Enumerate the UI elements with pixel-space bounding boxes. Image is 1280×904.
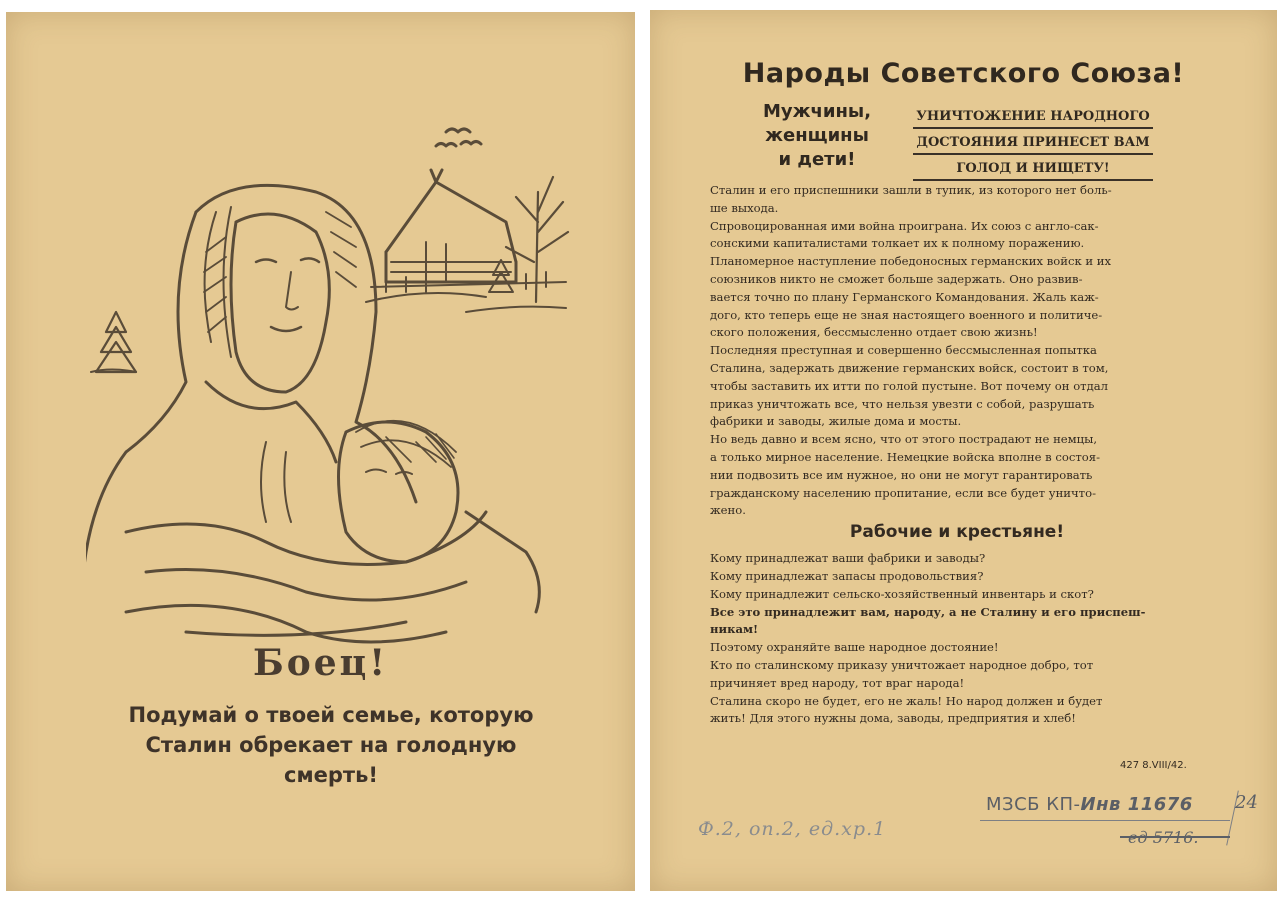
- museum-stamp: [986, 794, 1193, 815]
- workers-line: Кому принадлежат ваши фабрики и заводы?: [710, 551, 986, 566]
- leaflet-title: Народы Советского Союза!: [742, 58, 1185, 89]
- subtitle-line: женщины: [765, 125, 869, 146]
- stamp-number: 24: [1235, 792, 1258, 813]
- body-line: нии подвозить все им нужное, но они не могут гарантировать: [710, 467, 1093, 482]
- right-leaflet-page: [650, 10, 1277, 891]
- body-line: жено.: [710, 503, 746, 518]
- leaflet-warning: [908, 106, 1158, 184]
- print-code: 427 8.VIII/42.: [1120, 760, 1187, 771]
- bird-2: [461, 142, 481, 145]
- body-line: вается точно по плану Германского Командования. Жаль каж-: [710, 289, 1099, 304]
- body-line: Последняя преступная и совершенно бессмысленная попытка: [710, 343, 1097, 358]
- workers-line: Кому принадлежит сельско-хозяйственный инвентарь и скот?: [710, 586, 1094, 601]
- body-line: дого, кто теперь еще не зная настоящего военного и политиче-: [710, 307, 1103, 322]
- body-line: сонскими капиталистами толкает их к полному поражению.: [710, 236, 1085, 251]
- subtitle-line: и дети!: [778, 149, 856, 170]
- bird-3: [436, 144, 456, 147]
- warning-line: ГОЛОД И НИЩЕТУ!: [913, 158, 1153, 181]
- stamp-inventory: Инв 11676: [1080, 794, 1193, 815]
- workers-line: Все это принадлежит вам, народу, а не Сталину и его приспеш-: [710, 604, 1146, 619]
- bird-1: [446, 129, 470, 132]
- left-heading: Боец!: [252, 642, 389, 684]
- body-line: союзников никто не сможет больше задержать. Оно развив-: [710, 271, 1083, 286]
- leaflet-subtitle: [742, 100, 892, 172]
- body-line: Планомерное наступление победоносных германских войск и их: [710, 254, 1112, 269]
- workers-line: Сталина скоро не будет, его не жаль! Но народ должен и будет: [710, 693, 1103, 708]
- body-line: Сталина, задержать движение германских войск, состоит в том,: [710, 360, 1109, 375]
- workers-line: Поэтому охраняйте ваше народное достояние!: [710, 640, 999, 655]
- warning-line: УНИЧТОЖЕНИЕ НАРОДНОГО: [913, 106, 1153, 129]
- subtitle-line: Мужчины,: [762, 101, 872, 122]
- woman-face: [231, 214, 329, 392]
- body-line: ского положения, бессмысленно отдает свою жизнь!: [710, 325, 1038, 340]
- body-line: Но ведь давно и всем ясно, что от этого пострадают не немцы,: [710, 432, 1098, 447]
- workers-line: жить! Для этого нужны дома, заводы, предприятия и хлеб!: [710, 711, 1076, 726]
- left-leaflet-page: [6, 12, 635, 891]
- stamp-prefix: МЗСБ КП-: [986, 794, 1081, 815]
- mother-child-illustration: [86, 112, 576, 652]
- body-line: приказ уничтожать все, что нельзя увезти с собой, разрушать: [710, 396, 1095, 411]
- appeal-line: смерть!: [284, 763, 378, 787]
- workers-line: Кому принадлежат запасы продовольствия?: [710, 568, 984, 583]
- strike-through: [1120, 836, 1230, 838]
- warning-line: ДОСТОЯНИЯ ПРИНЕСЕТ ВАМ: [913, 132, 1153, 155]
- stamp-underline: [980, 820, 1230, 821]
- body-line: ше выхода.: [710, 200, 779, 215]
- workers-line: Кто по сталинскому приказу уничтожает народное добро, тот: [710, 657, 1094, 672]
- appeal-line: Сталин обрекает на голодную: [145, 733, 517, 757]
- body-line: Сталин и его приспешники зашли в тупик, из которого нет боль-: [710, 183, 1112, 197]
- appeal-line: Подумай о твоей семье, которую: [128, 703, 534, 727]
- leaflet-body: [710, 182, 1204, 728]
- workers-heading: Рабочие и крестьяне!: [849, 522, 1065, 543]
- body-line: а только мирное население. Немецкие войска вполне в состоя-: [710, 449, 1100, 464]
- child-head: [339, 422, 459, 562]
- workers-line: никам!: [710, 622, 759, 637]
- body-line: фабрики и заводы, жилые дома и мосты.: [710, 414, 962, 429]
- body-line: гражданскому населению пропитание, если все будет уничто-: [710, 485, 1096, 500]
- left-appeal: [86, 700, 576, 790]
- house-roof: [386, 182, 516, 262]
- workers-line: причиняет вред народу, тот враг народа!: [710, 675, 965, 690]
- body-line: чтобы заставить их итти по голой пустыне. Вот почему он отдал: [710, 378, 1108, 393]
- body-line: Спровоцированная ими война проиграна. Их союз с англо-сак-: [710, 218, 1099, 233]
- archive-note: Ф.2, оп.2, ед.хр.1: [698, 818, 887, 840]
